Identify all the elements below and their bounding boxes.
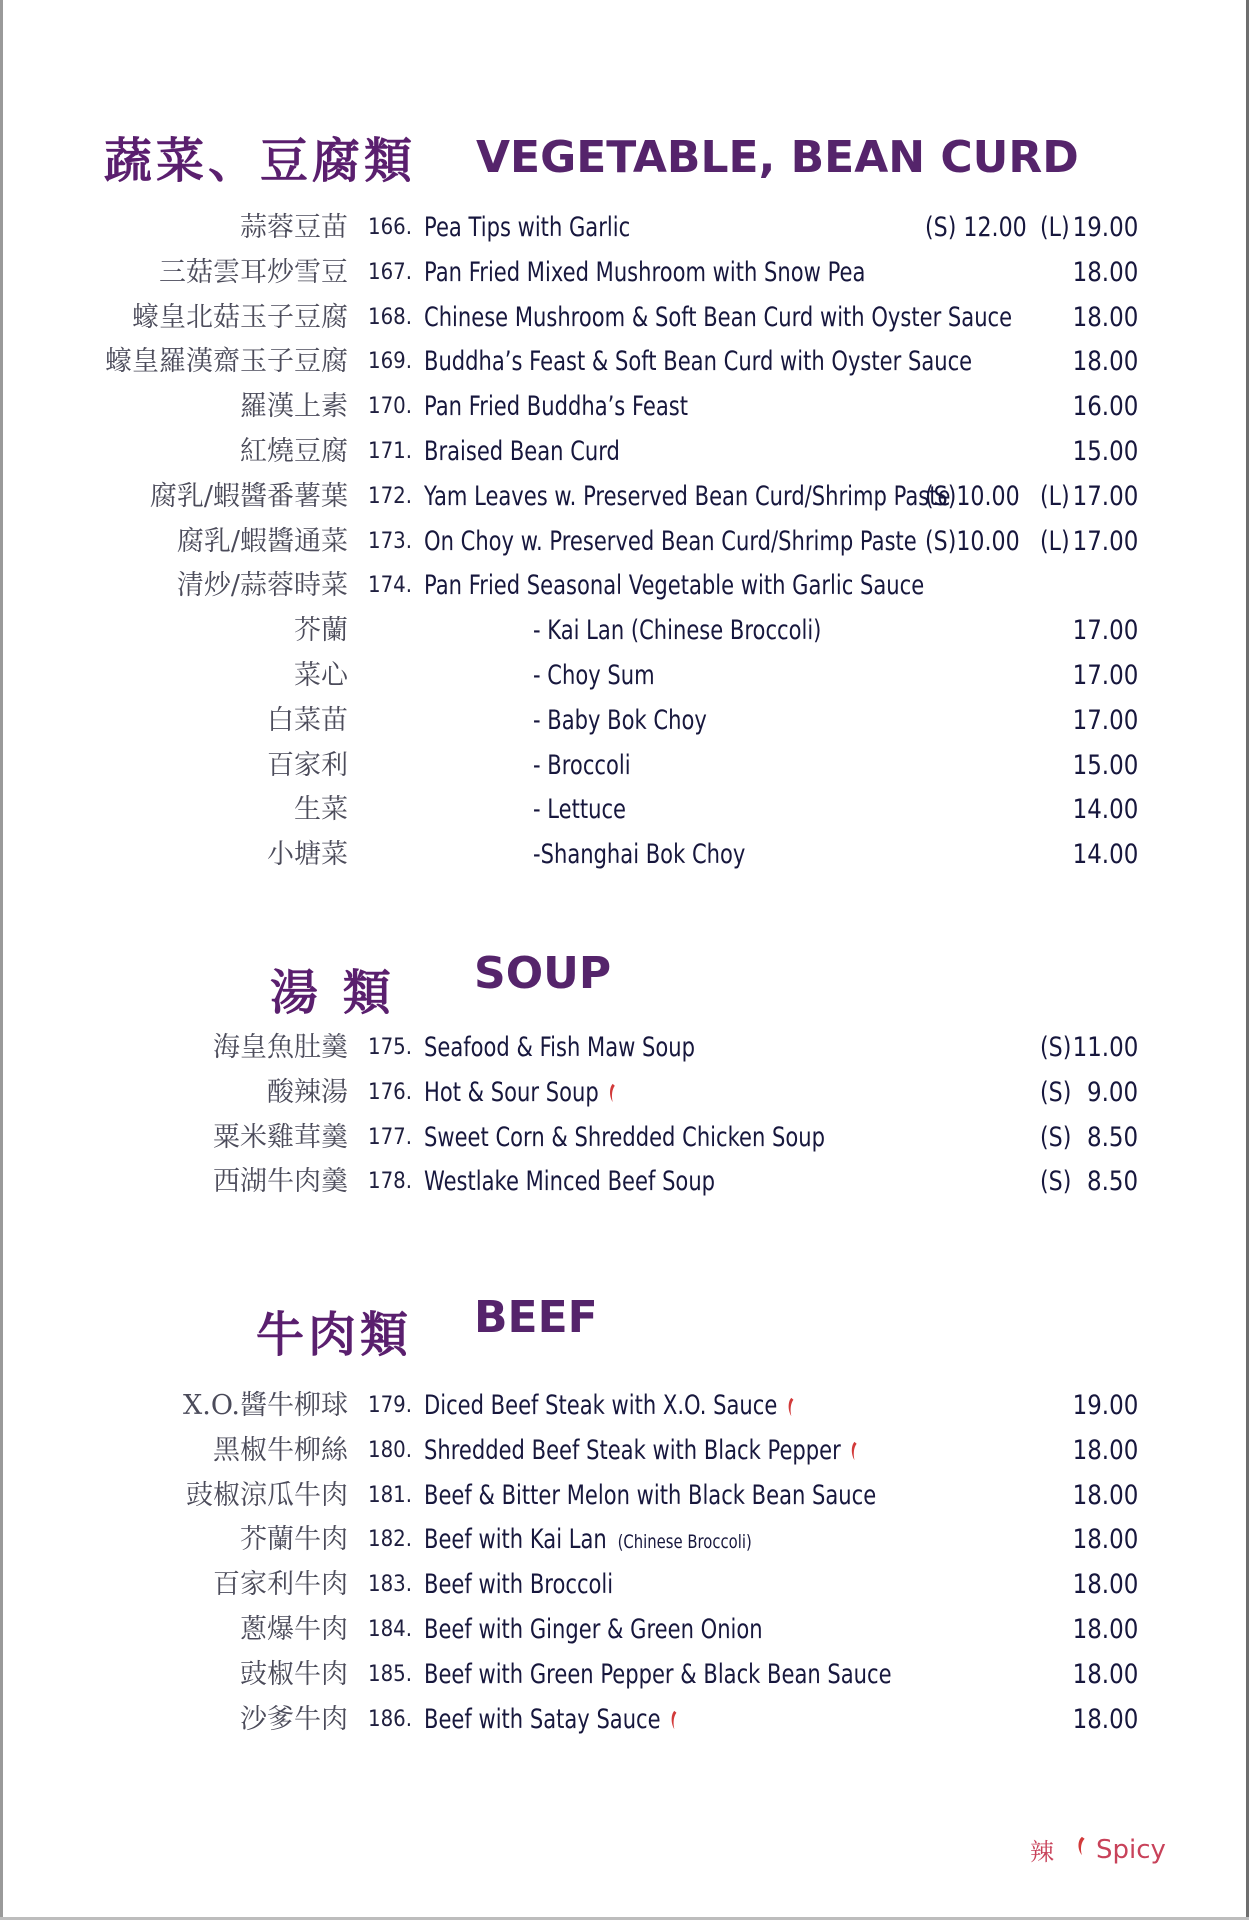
item-name-text: Pan Fried Seasonal Vegetable with Garlic Sauce [424,570,925,602]
item-name-cn: 羅漢上素 [240,391,348,423]
item-name-cn: 蠔皇羅漢齋玉子豆腐 [105,346,348,378]
item-number: 184. [368,1617,413,1642]
item-price: 18.00 [1072,301,1138,333]
section-title-en: VEGETABLE, BEAN CURD [476,132,1079,183]
item-price: 17.00 [1072,525,1138,557]
menu-item [0,1026,1249,1070]
item-price: 18.00 [1072,1569,1138,1601]
item-name-cn: 豉椒牛肉 [240,1658,348,1690]
item-name-en [424,1563,613,1607]
menu-item [0,475,1249,519]
item-price: 18.00 [1072,256,1138,288]
item-name-text: Beef with Kai Lan [424,1524,607,1556]
item-name-cn: 三菇雲耳炒雪豆 [159,256,348,288]
item-name-cn: 紅燒豆腐 [240,436,348,467]
menu-item [0,1698,1249,1742]
item-name-en [424,1653,892,1697]
item-name-text: -Shanghai Bok Choy [533,839,746,871]
item-price: 14.00 [1072,839,1138,871]
item-size-label: (S) [1040,1076,1072,1108]
item-name-en [424,564,924,608]
item-name-en [424,1474,876,1518]
menu-item [0,1563,1249,1607]
item-name-en [424,206,630,250]
item-number: 172. [368,483,413,509]
item-name-cn: 芥蘭牛肉 [240,1524,348,1556]
legend-en: Spicy [1096,1834,1166,1865]
menu-item [0,340,1249,384]
menu-item [0,1608,1249,1652]
item-name-text: Yam Leaves w. Preserved Bean Curd/Shrimp Paste [424,480,951,512]
item-name-text: Beef with Satay Sauce [424,1703,661,1735]
section-title-cn: 蔬菜、豆腐類 [104,133,417,189]
item-name-cn: 酸辣湯 [267,1076,348,1108]
item-name-en [424,1429,858,1473]
item-name-en [424,340,972,384]
item-name-en [533,833,745,877]
menu-item [0,744,1249,788]
item-number: 180. [368,1437,413,1463]
item-name-cn: 沙爹牛肉 [240,1703,348,1735]
item-name-text: - Baby Bok Choy [533,704,707,736]
item-name-text: Pan Fried Buddha’s Feast [424,391,689,423]
item-name-cn: 白菜苗 [267,704,348,736]
item-name-en [533,699,707,743]
item-price: 18.00 [1072,1703,1138,1735]
chili-icon [1076,1836,1086,1856]
item-name-cn: 西湖牛肉羹 [213,1166,348,1198]
item-name-text: Sweet Corn & Shredded Chicken Soup [424,1121,826,1153]
item-name-cn: X.O.醬牛柳球 [183,1390,348,1421]
item-size-label: (L) [1040,480,1070,512]
item-name-en [424,1384,794,1428]
item-name-cn: 腐乳/蝦醬番薯葉 [149,480,348,512]
menu-item [0,564,1249,608]
item-name-en [533,609,821,653]
item-name-text: Hot & Sour Soup [424,1076,599,1108]
item-price: 18.00 [1072,346,1138,378]
item-name-text: Seafood & Fish Maw Soup [424,1032,696,1063]
menu-item [0,430,1249,474]
item-name-text: Shredded Beef Steak with Black Pepper [424,1434,841,1466]
item-number: 185. [368,1661,413,1687]
section-title-en: BEEF [474,1292,598,1343]
item-number: 170. [368,394,413,420]
item-name-text: Westlake Minced Beef Soup [424,1166,716,1198]
item-name-text: Chinese Mushroom & Soft Bean Curd with Oyster Sauce [424,301,1013,333]
item-name-cn: 黑椒牛柳絲 [213,1434,348,1466]
item-price: 17.00 [1072,615,1138,647]
item-name-en [533,654,655,698]
item-name-cn: 小塘菜 [267,839,348,871]
item-price: 8.50 [1086,1166,1138,1198]
item-price: 15.00 [1072,749,1138,781]
item-price: 16.00 [1072,391,1138,423]
section-title-cn: 湯 類 [270,965,395,1021]
item-name-cn: 腐乳/蝦醬通菜 [176,525,348,557]
item-name-en [424,1071,616,1115]
item-price: 19.00 [1072,212,1138,243]
item-name-text: Beef & Bitter Melon with Black Bean Sauce [424,1479,877,1511]
item-price: 17.00 [1072,480,1138,512]
item-name-text: Beef with Ginger & Green Onion [424,1614,763,1645]
item-price: 14.00 [1072,794,1138,826]
item-price: 18.00 [1072,1524,1138,1556]
item-size-small-price: (S)10.00 [925,480,1020,512]
item-price: 18.00 [1072,1479,1138,1511]
item-name-en [424,385,688,429]
item-price: 18.00 [1072,1614,1138,1645]
legend-cn: 辣 [1030,1838,1054,1866]
item-name-text: Braised Bean Curd [424,436,620,467]
item-name-text: Buddha’s Feast & Soft Bean Curd with Oyster Sauce [424,346,973,378]
item-name-text: On Choy w. Preserved Bean Curd/Shrimp Paste [424,525,917,557]
item-size-label: (L) [1040,212,1070,243]
item-number: 186. [368,1706,413,1732]
item-name-cn: 芥蘭 [294,615,348,647]
item-note: (Chinese Broccoli) [617,1531,752,1554]
item-price: 11.00 [1072,1032,1138,1063]
item-name-en [424,1608,763,1652]
chili-icon [787,1397,795,1417]
item-name-en [424,520,917,564]
item-name-cn: 百家利牛肉 [213,1569,348,1601]
spicy-legend [1030,1832,1166,1867]
item-number: 171. [368,439,413,464]
menu-item [0,1116,1249,1160]
menu-item [0,654,1249,698]
item-size-label: (L) [1040,525,1070,557]
item-name-cn: 海皇魚肚羹 [213,1032,348,1063]
item-name-cn: 蔥爆牛肉 [240,1614,348,1645]
item-number: 173. [368,528,413,554]
menu-item [0,296,1249,340]
item-name-en [424,296,1012,340]
item-name-text: - Kai Lan (Chinese Broccoli) [533,615,822,647]
item-name-cn: 百家利 [267,749,348,781]
item-name-en [533,744,631,788]
item-name-en [424,1698,678,1742]
item-name-text: Beef with Broccoli [424,1569,614,1601]
item-name-cn: 菜心 [294,660,348,691]
item-number: 178. [368,1169,413,1195]
item-name-cn: 生菜 [294,794,348,826]
item-name-en [424,1026,695,1070]
item-number: 169. [368,349,413,375]
item-size-small-price: (S)10.00 [925,525,1020,557]
item-name-en [424,1518,752,1564]
section-title-soup [270,954,395,1023]
item-name-text: - Choy Sum [533,660,655,691]
item-name-en [533,788,626,832]
menu-item [0,251,1249,295]
menu-item [0,385,1249,429]
menu-item [0,1653,1249,1697]
item-name-text: Diced Beef Steak with X.O. Sauce [424,1390,778,1421]
item-number: 179. [368,1393,413,1418]
item-name-en [424,1116,825,1160]
item-number: 175. [368,1035,413,1060]
item-price: 17.00 [1072,660,1138,691]
item-name-cn: 清炒/蒜蓉時菜 [176,570,348,602]
item-number: 166. [368,215,413,240]
item-size-label: (S) [1040,1032,1072,1063]
section-title-cn: 牛肉類 [256,1307,413,1363]
section-title-beef [256,1296,412,1365]
item-number: 168. [368,304,413,330]
item-price: 8.50 [1086,1121,1138,1153]
item-name-en [424,1160,715,1204]
menu-item [0,788,1249,832]
item-price: 18.00 [1072,1434,1138,1466]
chili-icon [670,1710,678,1730]
menu-item [0,1071,1249,1115]
menu-item [0,833,1249,877]
section-title-en: SOUP [474,948,612,999]
chili-icon [608,1083,616,1103]
section-title-vegetable [104,122,416,191]
item-number: 167. [368,259,413,285]
item-number: 176. [368,1079,413,1105]
menu-item [0,1429,1249,1473]
item-number: 183. [368,1572,413,1598]
menu-item [0,1384,1249,1428]
item-name-cn: 蒜蓉豆苗 [240,212,348,243]
menu-item [0,1518,1249,1562]
item-number: 177. [368,1124,413,1150]
menu-item [0,1474,1249,1518]
item-name-cn: 蠔皇北菇玉子豆腐 [132,301,348,333]
menu-item [0,699,1249,743]
item-name-text: - Lettuce [533,794,627,826]
item-price: 18.00 [1072,1658,1138,1690]
item-name-cn: 豉椒涼瓜牛肉 [186,1479,348,1511]
menu-item [0,1160,1249,1204]
item-size-label: (S) [1040,1166,1072,1198]
item-name-text: Beef with Green Pepper & Black Bean Sauce [424,1658,892,1690]
item-name-en [424,475,950,519]
item-name-text: Pea Tips with Garlic [424,212,631,243]
item-number: 174. [368,573,413,599]
item-number: 181. [368,1482,413,1508]
item-name-text: - Broccoli [533,749,631,781]
menu-item [0,206,1249,250]
item-number: 182. [368,1527,413,1553]
item-price: 9.00 [1086,1076,1138,1108]
item-size-label: (S) [1040,1121,1072,1153]
item-name-en [424,430,620,474]
item-price: 19.00 [1072,1390,1138,1421]
item-price: 15.00 [1072,436,1138,467]
item-name-cn: 粟米雞茸羹 [213,1121,348,1153]
menu-item [0,520,1249,564]
item-name-text: Pan Fried Mixed Mushroom with Snow Pea [424,256,866,288]
item-size-small-price: (S) 12.00 [925,212,1027,243]
item-price: 17.00 [1072,704,1138,736]
chili-icon [850,1441,858,1461]
item-name-en [424,251,865,295]
menu-item [0,609,1249,653]
